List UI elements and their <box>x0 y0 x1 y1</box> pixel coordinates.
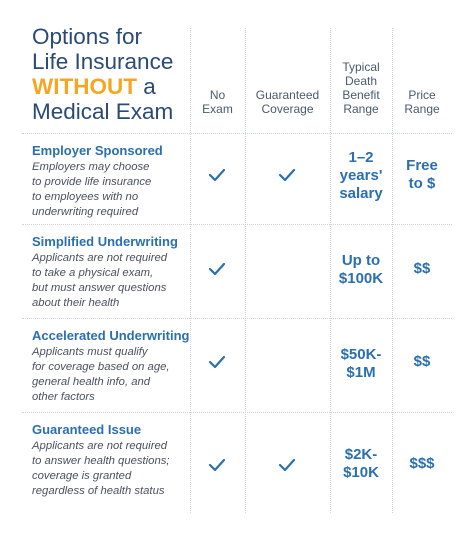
row-divider <box>22 224 452 225</box>
check-icon <box>278 458 296 472</box>
row-title: Employer Sponsored <box>32 143 163 158</box>
column-header-price-range: Price Range <box>404 88 440 116</box>
column-header-benefit-range: Typical Death Benefit Range <box>342 60 380 116</box>
benefit-range-value: 1–2 years' salary <box>339 149 383 202</box>
row-description: Applicants must qualify for coverage based on age, general health info, and other factors <box>32 346 170 403</box>
price-range-value: Free to $ <box>406 157 438 192</box>
check-icon <box>208 355 226 369</box>
column-header-guaranteed-coverage: Guaranteed Coverage <box>255 88 320 116</box>
row-description: Employers may choose to provide life insurance to employees with no underwriting required <box>32 161 152 218</box>
row-title: Guaranteed Issue <box>32 422 142 437</box>
page-title: Options for Life Insurance WITHOUT a Medical Exam <box>32 24 174 124</box>
check-icon <box>208 262 226 276</box>
column-header-no-exam: No Exam <box>202 88 233 116</box>
row-title: Simplified Underwriting <box>32 234 178 249</box>
price-range-value: $$ <box>413 353 431 370</box>
check-icon <box>278 168 296 182</box>
price-range-value: $$ <box>413 260 431 277</box>
row-divider <box>22 318 452 319</box>
table-row <box>32 234 204 311</box>
check-icon <box>208 168 226 182</box>
table-row <box>32 328 204 405</box>
row-divider <box>22 133 452 134</box>
row-description: Applicants are not required to take a physical exam, but must answer questions about their health <box>32 252 168 309</box>
benefit-range-value: $50K- $1M <box>340 346 382 381</box>
title-accent: WITHOUT <box>32 74 137 99</box>
price-range-value: $$$ <box>409 455 435 472</box>
row-description: Applicants are not required to answer health questions; coverage is granted regardless of health status <box>32 440 170 497</box>
table-row <box>32 143 204 220</box>
benefit-range-value: Up to $100K <box>338 252 384 287</box>
row-divider <box>22 412 452 413</box>
check-icon <box>208 458 226 472</box>
benefit-range-value: $2K- $10K <box>343 446 379 481</box>
row-title: Accelerated Underwriting <box>32 328 190 343</box>
table-row <box>32 422 204 499</box>
